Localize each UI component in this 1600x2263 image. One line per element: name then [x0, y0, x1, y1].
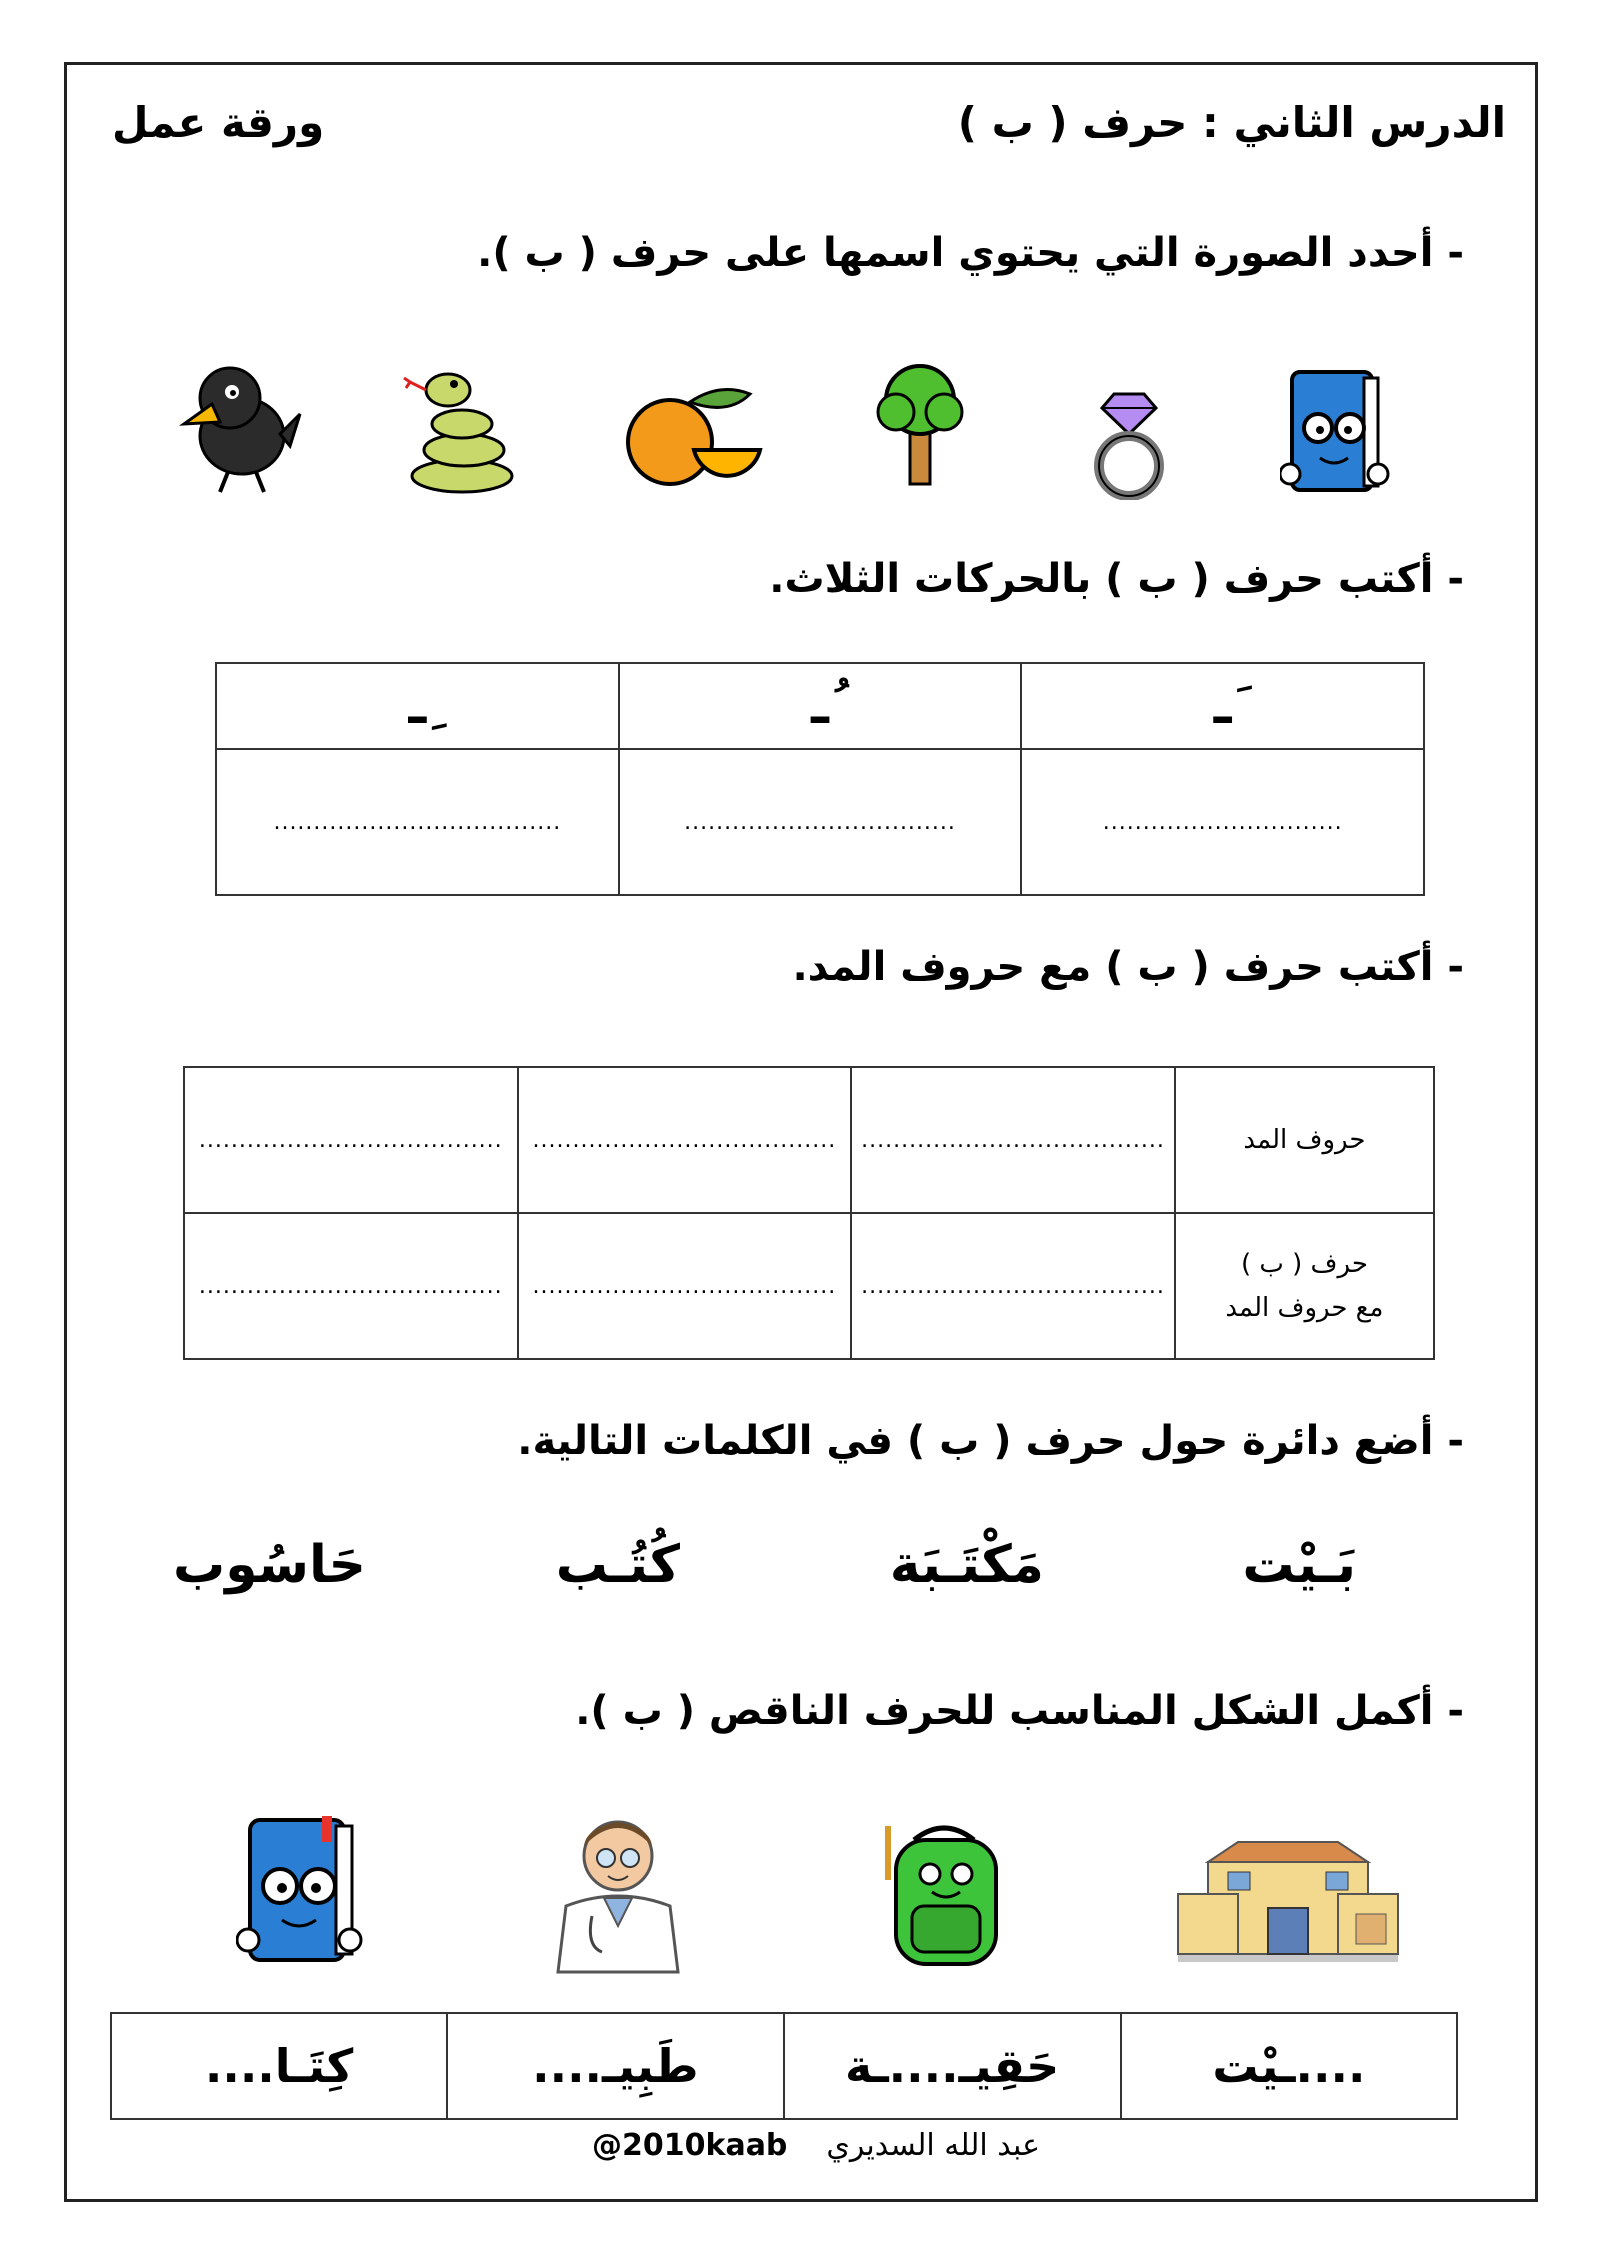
harakat-table — [215, 662, 1425, 896]
complete-word-cell[interactable]: طَبِيـ.... — [447, 2013, 783, 2119]
house-icon — [1168, 1822, 1408, 1970]
ring-icon — [1084, 372, 1174, 500]
baa-label-line2: مع حروف المد — [1225, 1293, 1384, 1323]
mad-blank[interactable]: ...................................... — [518, 1067, 852, 1213]
complete-word-cell[interactable]: حَقِيـ....ـة — [784, 2013, 1121, 2119]
baa-with-mad-label — [1175, 1213, 1434, 1359]
worksheet-label: ورقة عمل — [112, 98, 325, 147]
mad-table — [183, 1066, 1435, 1360]
answer-blank-fatha[interactable]: .............................. — [1021, 749, 1424, 895]
book-icon — [236, 1812, 364, 1980]
question-5: - أكمل الشكل المناسب للحرف الناقص ( ب ). — [575, 1688, 1464, 1734]
harakah-kasra: ِـ — [216, 663, 619, 749]
mad-blank[interactable]: ...................................... — [518, 1213, 852, 1359]
question-4: - أضع دائرة حول حرف ( ب ) في الكلمات التالية. — [517, 1418, 1464, 1464]
orange-icon — [620, 380, 766, 492]
harakah-fatha: َـ — [1021, 663, 1424, 749]
tree-icon — [868, 360, 972, 490]
baa-label-line1: حرف ( ب ) — [1240, 1248, 1368, 1279]
mad-letters-label: حروف المد — [1175, 1067, 1434, 1213]
book-icon — [1280, 366, 1390, 506]
answer-blank-kasra[interactable]: .................................... — [216, 749, 619, 895]
crow-icon — [172, 354, 302, 496]
question-3: - أكتب حرف ( ب ) مع حروف المد. — [792, 944, 1464, 990]
complete-word-cell[interactable]: ....ـيْت — [1121, 2013, 1457, 2119]
circle-word[interactable]: بَـيْت — [1242, 1535, 1356, 1595]
circle-word[interactable]: كُتُـب — [555, 1535, 680, 1595]
footer-author: عبد الله السديري — [826, 2128, 1040, 2163]
mad-blank[interactable]: ...................................... — [851, 1067, 1175, 1213]
circle-word[interactable]: حَاسُوب — [173, 1535, 366, 1595]
harakah-damma: ُـ — [619, 663, 1022, 749]
complete-words-table — [110, 2012, 1458, 2120]
footer-handle: @2010kaab — [592, 2128, 788, 2163]
complete-word-cell[interactable]: كِتَـا.... — [111, 2013, 447, 2119]
lesson-title: الدرس الثاني : حرف ( ب ) — [957, 98, 1506, 147]
circle-word[interactable]: مَكْتَـبَة — [889, 1535, 1044, 1595]
snake-icon — [402, 360, 520, 496]
doctor-icon — [552, 1806, 684, 1974]
mad-blank[interactable]: ...................................... — [184, 1213, 518, 1359]
question-1: - أحدد الصورة التي يحتوي اسمها على حرف ( ب ). — [477, 230, 1464, 276]
mad-blank[interactable]: ...................................... — [851, 1213, 1175, 1359]
question-2: - أكتب حرف ( ب ) بالحركات الثلاث. — [769, 556, 1464, 602]
schoolbag-icon — [874, 1820, 1014, 1970]
answer-blank-damma[interactable]: .................................. — [619, 749, 1022, 895]
mad-blank[interactable]: ...................................... — [184, 1067, 518, 1213]
